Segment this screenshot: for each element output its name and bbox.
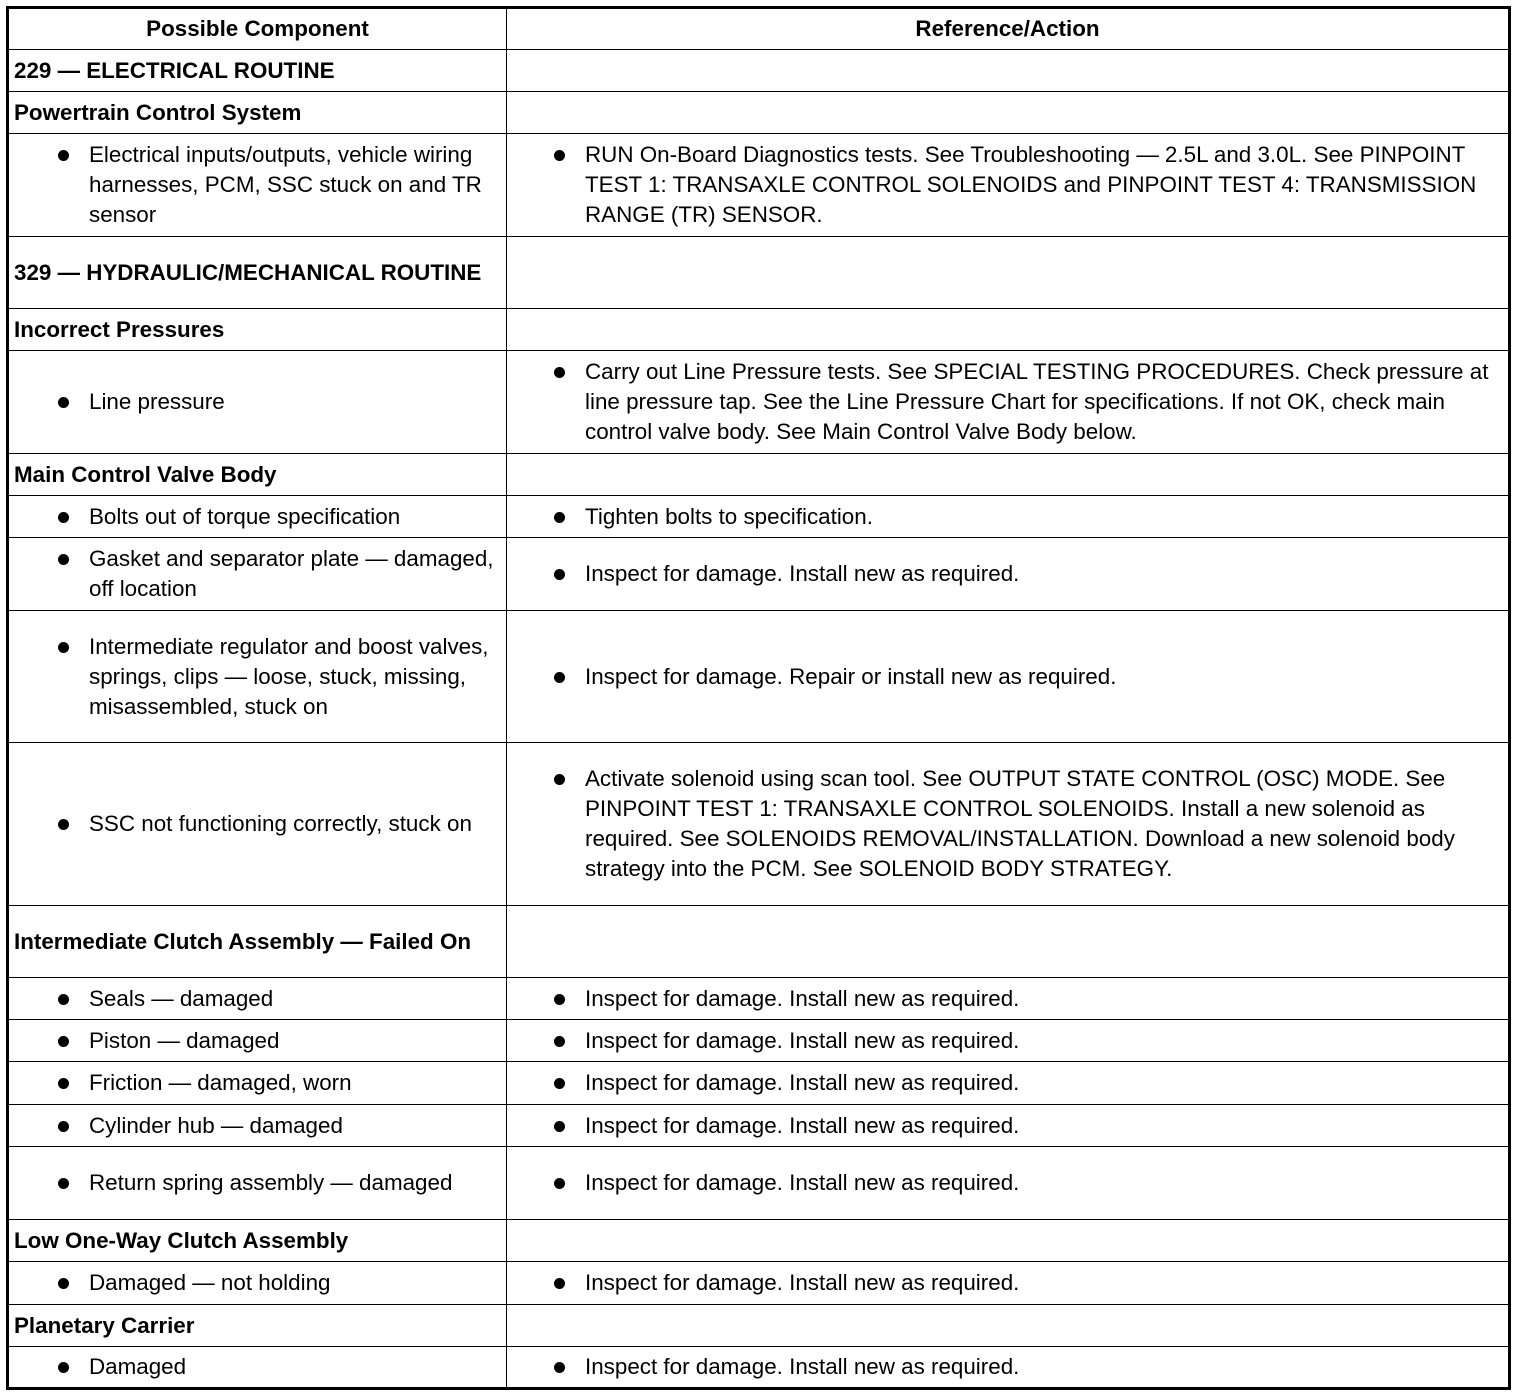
section-row xyxy=(8,50,1510,92)
action-text: Tighten bolts to specification. xyxy=(585,503,873,529)
bullet-icon xyxy=(554,1362,565,1373)
table-row xyxy=(8,1105,1510,1147)
component-text: SSC not functioning correctly, stuck on xyxy=(89,811,472,836)
table-row xyxy=(8,134,1510,237)
component-text: Return spring assembly — damaged xyxy=(89,1170,453,1195)
action-text: Inspect for damage. Install new as required. xyxy=(585,1027,1020,1053)
table-row xyxy=(8,538,1510,611)
action-text: Inspect for damage. Install new as required. xyxy=(585,1070,1020,1095)
bullet-icon xyxy=(58,1036,69,1047)
bullet-icon xyxy=(58,1178,69,1189)
bullet-icon xyxy=(58,512,69,523)
action-cell xyxy=(507,611,1510,743)
component-cell xyxy=(8,1262,507,1305)
empty-cell xyxy=(507,50,1510,92)
empty-cell xyxy=(507,906,1510,978)
bullet-icon xyxy=(554,512,565,523)
component-cell xyxy=(8,1347,507,1389)
header-possible-component: Possible Component xyxy=(8,8,507,50)
bullet-icon xyxy=(554,1121,565,1132)
bullet-icon xyxy=(58,994,69,1005)
component-cell xyxy=(8,1147,507,1220)
bullet-icon xyxy=(58,1362,69,1373)
action-text: Inspect for damage. Install new as required. xyxy=(585,561,1020,586)
section-row xyxy=(8,1305,1510,1347)
component-text: Bolts out of torque specification xyxy=(89,503,401,529)
diagnostic-table xyxy=(6,6,1511,1390)
action-cell xyxy=(507,1347,1510,1389)
bullet-icon xyxy=(58,554,69,565)
action-text: RUN On-Board Diagnostics tests. See Troubleshooting — 2.5L and 3.0L. See PINPOINT TEST 1: TRANSAXLE CONTROL SOLENOIDS and PINPOINT TEST 4: TRANSMISSION RANGE (TR) SENSOR. xyxy=(585,142,1477,227)
component-text: Damaged xyxy=(89,1354,187,1379)
bullet-icon xyxy=(58,1278,69,1289)
bullet-icon xyxy=(554,672,565,683)
component-text: Friction — damaged, worn xyxy=(89,1070,352,1095)
component-cell xyxy=(8,978,507,1020)
component-cell xyxy=(8,538,507,611)
action-cell xyxy=(507,743,1510,906)
section-row xyxy=(8,237,1510,309)
section-title: Main Control Valve Body xyxy=(8,454,507,496)
bullet-icon xyxy=(554,569,565,580)
action-cell xyxy=(507,1105,1510,1147)
empty-cell xyxy=(507,237,1510,309)
action-text: Inspect for damage. Install new as required. xyxy=(585,1270,1020,1295)
component-cell xyxy=(8,496,507,538)
table-row xyxy=(8,1262,1510,1305)
header-reference-action: Reference/Action xyxy=(507,8,1510,50)
component-cell xyxy=(8,1105,507,1147)
action-text: Inspect for damage. Install new as required. xyxy=(585,1170,1020,1195)
table-row xyxy=(8,1062,1510,1105)
component-cell xyxy=(8,1020,507,1062)
table-row xyxy=(8,1147,1510,1220)
component-text: Line pressure xyxy=(89,389,225,414)
component-text: Damaged — not holding xyxy=(89,1270,331,1295)
action-cell xyxy=(507,1147,1510,1220)
action-cell xyxy=(507,134,1510,237)
bullet-icon xyxy=(554,1178,565,1189)
table-row xyxy=(8,496,1510,538)
action-text: Activate solenoid using scan tool. See OUTPUT STATE CONTROL (OSC) MODE. See PINPOINT TEST 1: TRANSAXLE CONTROL SOLENOIDS. Install a new solenoid as required. See SOLENOIDS REMOVAL/INSTALLATION. Download a new solenoid body strategy into the PCM. See SOLENOID BODY STRATEGY. xyxy=(585,766,1455,881)
component-cell xyxy=(8,743,507,906)
bullet-icon xyxy=(554,774,565,785)
component-text: Intermediate regulator and boost valves, springs, clips — loose, stuck, missing, misassembled, stuck on xyxy=(89,633,489,719)
action-cell xyxy=(507,1062,1510,1105)
empty-cell xyxy=(507,92,1510,134)
section-title: Intermediate Clutch Assembly — Failed On xyxy=(8,906,507,978)
section-row xyxy=(8,454,1510,496)
section-title: Incorrect Pressures xyxy=(8,309,507,351)
action-text: Inspect for damage. Repair or install new as required. xyxy=(585,663,1117,689)
component-text: Gasket and separator plate — damaged, off location xyxy=(89,546,494,601)
action-cell xyxy=(507,1020,1510,1062)
component-text: Cylinder hub — damaged xyxy=(89,1112,343,1138)
bullet-icon xyxy=(554,1036,565,1047)
action-cell xyxy=(507,978,1510,1020)
bullet-icon xyxy=(58,642,69,653)
bullet-icon xyxy=(554,1078,565,1089)
section-title: Powertrain Control System xyxy=(8,92,507,134)
empty-cell xyxy=(507,1305,1510,1347)
action-cell xyxy=(507,538,1510,611)
table-row xyxy=(8,743,1510,906)
bullet-icon xyxy=(58,150,69,161)
bullet-icon xyxy=(554,994,565,1005)
section-title: 329 — HYDRAULIC/MECHANICAL ROUTINE xyxy=(8,237,507,309)
bullet-icon xyxy=(58,1078,69,1089)
component-cell xyxy=(8,611,507,743)
table-row xyxy=(8,1347,1510,1389)
empty-cell xyxy=(507,1220,1510,1262)
action-text: Inspect for damage. Install new as required. xyxy=(585,1112,1020,1138)
bullet-icon xyxy=(554,367,565,378)
empty-cell xyxy=(507,454,1510,496)
section-row xyxy=(8,92,1510,134)
table-row xyxy=(8,978,1510,1020)
section-title: Planetary Carrier xyxy=(8,1305,507,1347)
table-row xyxy=(8,1020,1510,1062)
bullet-icon xyxy=(58,1121,69,1132)
bullet-icon xyxy=(554,1278,565,1289)
section-title: 229 — ELECTRICAL ROUTINE xyxy=(8,50,507,92)
action-text: Carry out Line Pressure tests. See SPECIAL TESTING PROCEDURES. Check pressure at line pressure tap. See the Line Pressure Chart for specifications. If not OK, check main control valve body. See Main Control Valve Body below. xyxy=(585,359,1489,444)
section-title: Low One-Way Clutch Assembly xyxy=(8,1220,507,1262)
bullet-icon xyxy=(58,397,69,408)
action-cell xyxy=(507,351,1510,454)
header-row xyxy=(8,8,1510,50)
component-text: Seals — damaged xyxy=(89,985,274,1011)
section-row xyxy=(8,309,1510,351)
action-cell xyxy=(507,496,1510,538)
component-text: Electrical inputs/outputs, vehicle wiring harnesses, PCM, SSC stuck on and TR sensor xyxy=(89,142,482,227)
action-cell xyxy=(507,1262,1510,1305)
component-text: Piston — damaged xyxy=(89,1027,280,1053)
bullet-icon xyxy=(58,819,69,830)
empty-cell xyxy=(507,309,1510,351)
bullet-icon xyxy=(554,150,565,161)
component-cell xyxy=(8,351,507,454)
section-row xyxy=(8,906,1510,978)
component-cell xyxy=(8,1062,507,1105)
table-row xyxy=(8,351,1510,454)
section-row xyxy=(8,1220,1510,1262)
action-text: Inspect for damage. Install new as required. xyxy=(585,985,1020,1011)
table-row xyxy=(8,611,1510,743)
component-cell xyxy=(8,134,507,237)
action-text: Inspect for damage. Install new as required. xyxy=(585,1354,1020,1379)
